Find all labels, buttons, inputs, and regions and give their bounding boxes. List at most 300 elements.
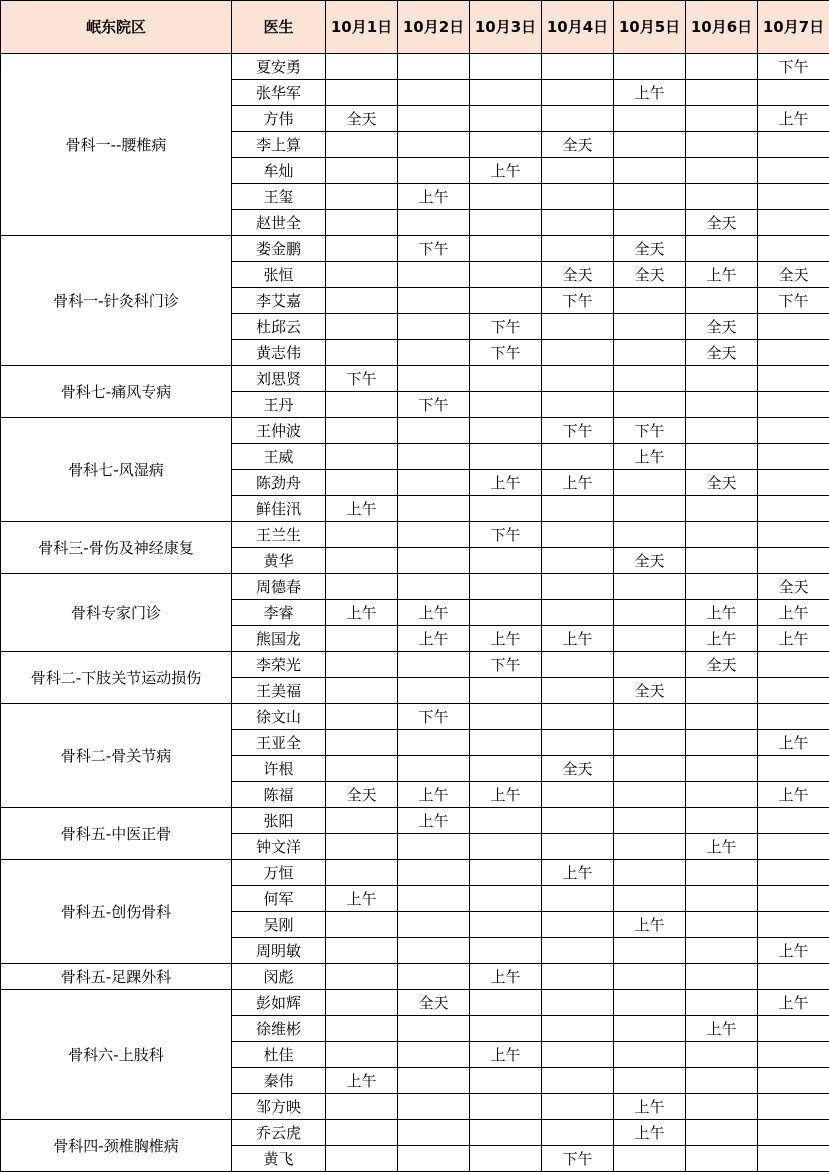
schedule-cell [398,444,470,470]
schedule-cell [470,54,542,80]
schedule-cell [542,1068,614,1094]
department-name: 骨科五-足踝外科 [1,964,232,990]
schedule-cell: 全天 [614,678,686,704]
doctor-name: 李睿 [232,600,326,626]
schedule-cell [758,652,829,678]
schedule-cell [398,886,470,912]
schedule-cell [326,262,398,288]
doctor-name: 赵世全 [232,210,326,236]
schedule-cell [470,106,542,132]
schedule-cell: 上午 [470,626,542,652]
schedule-cell [758,886,829,912]
day-header: 10月5日 [614,1,686,54]
schedule-cell: 下午 [470,314,542,340]
schedule-cell: 上午 [326,886,398,912]
table-row [1,366,829,392]
schedule-cell [326,548,398,574]
schedule-cell [542,808,614,834]
schedule-cell: 下午 [398,392,470,418]
campus-header: 岷东院区 [1,1,232,54]
schedule-cell: 全天 [614,548,686,574]
doctor-name: 杜佳 [232,1042,326,1068]
schedule-cell [398,106,470,132]
doctor-name: 王亚全 [232,730,326,756]
schedule-cell [614,210,686,236]
doctor-name: 黄飞 [232,1146,326,1172]
schedule-cell [686,236,758,262]
schedule-cell [542,106,614,132]
schedule-cell [758,158,829,184]
schedule-cell: 上午 [686,262,758,288]
schedule-cell [542,54,614,80]
table-row [1,522,829,548]
schedule-cell [470,912,542,938]
schedule-cell [470,574,542,600]
schedule-cell: 上午 [326,600,398,626]
schedule-cell [686,392,758,418]
schedule-cell: 上午 [686,834,758,860]
schedule-cell [614,106,686,132]
schedule-cell: 上午 [470,782,542,808]
schedule-cell [542,158,614,184]
table-row [1,236,829,262]
department-name: 骨科二-下肢关节运动损伤 [1,652,232,704]
schedule-cell [326,678,398,704]
schedule-cell [470,834,542,860]
doctor-name: 钟文洋 [232,834,326,860]
schedule-cell [686,288,758,314]
schedule-cell [470,678,542,704]
schedule-cell [758,1120,829,1146]
schedule-cell [758,1068,829,1094]
doctor-name: 闵彪 [232,964,326,990]
schedule-cell [686,184,758,210]
schedule-cell [542,314,614,340]
schedule-cell: 下午 [470,652,542,678]
schedule-cell [398,548,470,574]
day-header: 10月3日 [470,1,542,54]
schedule-cell [542,834,614,860]
schedule-cell [614,730,686,756]
schedule-cell [470,210,542,236]
doctor-header: 医生 [232,1,326,54]
table-row [1,860,829,886]
schedule-cell [758,80,829,106]
table-row [1,54,829,80]
department-name: 骨科一--腰椎病 [1,54,232,236]
schedule-cell [470,704,542,730]
schedule-cell [614,600,686,626]
doctor-name: 刘思贤 [232,366,326,392]
department-name: 骨科专家门诊 [1,574,232,652]
department-name: 骨科四-颈椎胸椎病 [1,1120,232,1172]
schedule-cell [398,652,470,678]
schedule-cell [542,392,614,418]
schedule-cell [758,314,829,340]
schedule-cell [470,1016,542,1042]
schedule-cell [326,288,398,314]
doctor-name: 李荣光 [232,652,326,678]
doctor-name: 王丹 [232,392,326,418]
schedule-cell [542,236,614,262]
schedule-cell [326,392,398,418]
table-row [1,418,829,444]
doctor-name: 牟灿 [232,158,326,184]
schedule-cell [542,184,614,210]
schedule-cell: 上午 [758,626,829,652]
schedule-cell [542,366,614,392]
schedule-cell [758,860,829,886]
schedule-cell [614,54,686,80]
schedule-cell [758,184,829,210]
schedule-cell [614,860,686,886]
schedule-cell [614,938,686,964]
doctor-name: 秦伟 [232,1068,326,1094]
schedule-cell: 上午 [758,730,829,756]
schedule-cell [326,730,398,756]
schedule-cell [326,912,398,938]
doctor-name: 夏安勇 [232,54,326,80]
schedule-cell [398,132,470,158]
schedule-cell [614,756,686,782]
schedule-cell: 上午 [614,1094,686,1120]
schedule-cell [758,132,829,158]
table-row [1,808,829,834]
schedule-cell [758,470,829,496]
schedule-cell [614,340,686,366]
schedule-cell [614,834,686,860]
schedule-cell [686,678,758,704]
schedule-cell [470,418,542,444]
schedule-cell [326,236,398,262]
schedule-cell [470,938,542,964]
schedule-cell: 全天 [542,132,614,158]
schedule-cell [758,808,829,834]
schedule-cell [326,1042,398,1068]
schedule-cell [470,1146,542,1172]
schedule-cell: 下午 [398,704,470,730]
schedule-cell: 下午 [542,418,614,444]
schedule-cell: 上午 [614,1120,686,1146]
schedule-cell [686,366,758,392]
schedule-cell [614,886,686,912]
schedule-cell: 全天 [686,470,758,496]
doctor-name: 方伟 [232,106,326,132]
schedule-body [1,54,829,1172]
schedule-cell: 上午 [758,600,829,626]
schedule-cell: 上午 [398,184,470,210]
schedule-cell: 上午 [758,990,829,1016]
schedule-cell: 上午 [470,1042,542,1068]
schedule-cell: 下午 [398,236,470,262]
schedule-cell [614,1016,686,1042]
schedule-cell [542,912,614,938]
schedule-cell [614,132,686,158]
schedule-cell [758,496,829,522]
schedule-cell: 全天 [686,340,758,366]
schedule-cell [686,912,758,938]
schedule-cell [542,80,614,106]
doctor-name: 王威 [232,444,326,470]
schedule-cell [686,1042,758,1068]
schedule-cell [398,1094,470,1120]
schedule-cell [398,158,470,184]
schedule-cell [326,1146,398,1172]
schedule-cell [686,574,758,600]
schedule-cell [398,210,470,236]
schedule-cell [470,1094,542,1120]
schedule-cell [758,444,829,470]
doctor-name: 李艾嘉 [232,288,326,314]
schedule-cell: 上午 [470,470,542,496]
schedule-cell [470,808,542,834]
schedule-cell [542,782,614,808]
schedule-cell [326,1016,398,1042]
schedule-cell [542,1042,614,1068]
schedule-cell [542,522,614,548]
schedule-cell [542,964,614,990]
schedule-cell: 上午 [758,782,829,808]
department-name: 骨科五-创伤骨科 [1,860,232,964]
doctor-name: 吴刚 [232,912,326,938]
department-name: 骨科五-中医正骨 [1,808,232,860]
schedule-cell: 上午 [686,600,758,626]
schedule-cell [614,1146,686,1172]
table-row [1,574,829,600]
schedule-cell [326,938,398,964]
schedule-cell [542,652,614,678]
doctor-name: 徐维彬 [232,1016,326,1042]
schedule-cell [326,158,398,184]
schedule-cell [542,340,614,366]
doctor-name: 万恒 [232,860,326,886]
schedule-cell [758,210,829,236]
schedule-cell: 上午 [614,80,686,106]
schedule-cell [686,496,758,522]
schedule-cell [398,262,470,288]
schedule-cell: 上午 [398,626,470,652]
schedule-cell [542,678,614,704]
schedule-cell [326,1120,398,1146]
header-row [1,1,829,54]
schedule-cell [758,392,829,418]
schedule-cell [326,704,398,730]
schedule-cell: 全天 [542,756,614,782]
schedule-cell [542,704,614,730]
schedule-cell [614,158,686,184]
schedule-cell [614,522,686,548]
schedule-cell [398,418,470,444]
schedule-cell [326,574,398,600]
doctor-name: 杜邱云 [232,314,326,340]
table-row [1,964,829,990]
schedule-cell: 全天 [542,262,614,288]
department-name: 骨科七-痛风专病 [1,366,232,418]
doctor-name: 周德春 [232,574,326,600]
table-row [1,990,829,1016]
schedule-cell [686,444,758,470]
schedule-cell [758,704,829,730]
doctor-name: 王玺 [232,184,326,210]
schedule-cell [326,210,398,236]
schedule-cell [398,496,470,522]
schedule-cell [470,444,542,470]
schedule-cell: 上午 [614,444,686,470]
schedule-cell [758,236,829,262]
schedule-cell [758,834,829,860]
schedule-cell: 上午 [470,964,542,990]
schedule-cell [326,184,398,210]
schedule-cell: 下午 [326,366,398,392]
schedule-cell: 上午 [542,626,614,652]
schedule-cell: 全天 [758,262,829,288]
schedule-cell: 全天 [614,236,686,262]
schedule-cell: 上午 [326,1068,398,1094]
schedule-cell: 上午 [326,496,398,522]
schedule-cell [326,834,398,860]
schedule-cell [398,1146,470,1172]
table-row [1,652,829,678]
schedule-cell [470,1068,542,1094]
schedule-cell: 下午 [542,288,614,314]
schedule-cell [542,210,614,236]
schedule-cell [614,808,686,834]
schedule-cell [326,444,398,470]
schedule-cell [614,626,686,652]
schedule-cell [686,548,758,574]
doctor-name: 娄金鹏 [232,236,326,262]
doctor-name: 张阳 [232,808,326,834]
doctor-name: 彭如辉 [232,990,326,1016]
schedule-cell: 全天 [686,652,758,678]
schedule-cell [470,366,542,392]
schedule-cell [470,236,542,262]
schedule-cell [686,808,758,834]
schedule-cell [326,340,398,366]
schedule-cell [758,418,829,444]
schedule-cell [686,938,758,964]
schedule-cell [758,964,829,990]
schedule-cell [470,392,542,418]
schedule-cell [686,80,758,106]
schedule-cell: 上午 [614,912,686,938]
schedule-cell: 全天 [614,262,686,288]
schedule-cell [614,496,686,522]
day-header: 10月7日 [758,1,829,54]
day-header: 10月4日 [542,1,614,54]
schedule-cell: 下午 [614,418,686,444]
schedule-cell [470,548,542,574]
schedule-cell [470,886,542,912]
schedule-cell: 全天 [398,990,470,1016]
schedule-cell [542,600,614,626]
schedule-cell [758,912,829,938]
schedule-cell [614,1068,686,1094]
schedule-cell [758,1042,829,1068]
schedule-cell: 上午 [398,600,470,626]
schedule-cell [398,834,470,860]
schedule-cell [398,340,470,366]
schedule-cell [758,1146,829,1172]
schedule-cell [398,1042,470,1068]
department-name: 骨科二-骨关节病 [1,704,232,808]
schedule-cell [398,574,470,600]
schedule-cell: 上午 [398,782,470,808]
day-header: 10月2日 [398,1,470,54]
schedule-cell: 下午 [542,1146,614,1172]
schedule-cell [326,964,398,990]
schedule-cell: 上午 [758,106,829,132]
schedule-cell [470,730,542,756]
schedule-cell [758,678,829,704]
doctor-name: 陈劲舟 [232,470,326,496]
schedule-cell [398,80,470,106]
schedule-cell [686,756,758,782]
schedule-cell: 上午 [470,158,542,184]
schedule-cell: 上午 [686,1016,758,1042]
schedule-cell [686,522,758,548]
schedule-cell [686,158,758,184]
schedule-cell [470,990,542,1016]
schedule-cell [614,782,686,808]
doctor-name: 邹方映 [232,1094,326,1120]
schedule-cell [326,626,398,652]
schedule-cell [542,990,614,1016]
schedule-cell [398,522,470,548]
doctor-name: 黄志伟 [232,340,326,366]
schedule-cell [470,184,542,210]
schedule-cell [398,1068,470,1094]
schedule-cell [614,574,686,600]
schedule-cell [614,366,686,392]
schedule-cell [758,1094,829,1120]
schedule-cell [758,366,829,392]
schedule-cell [326,860,398,886]
schedule-cell [542,730,614,756]
schedule-cell [686,782,758,808]
doctor-name: 陈福 [232,782,326,808]
doctor-name: 王美福 [232,678,326,704]
schedule-cell [542,1094,614,1120]
schedule-cell [398,314,470,340]
schedule-cell [542,444,614,470]
schedule-cell [614,704,686,730]
schedule-cell [398,756,470,782]
schedule-cell [326,132,398,158]
schedule-cell: 下午 [758,288,829,314]
schedule-cell [398,860,470,886]
schedule-cell [542,938,614,964]
schedule-cell [542,1016,614,1042]
department-name: 骨科三-骨伤及神经康复 [1,522,232,574]
schedule-cell [398,964,470,990]
schedule-cell [686,418,758,444]
schedule-cell [470,756,542,782]
department-name: 骨科七-风湿病 [1,418,232,522]
schedule-cell [326,756,398,782]
schedule-cell [614,964,686,990]
schedule-cell [614,470,686,496]
schedule-cell [398,54,470,80]
schedule-cell [686,886,758,912]
schedule-cell [326,652,398,678]
schedule-cell [686,860,758,886]
schedule-cell [542,574,614,600]
schedule-cell [470,1120,542,1146]
schedule-cell: 下午 [470,340,542,366]
doctor-name: 王仲波 [232,418,326,444]
schedule-cell [326,990,398,1016]
